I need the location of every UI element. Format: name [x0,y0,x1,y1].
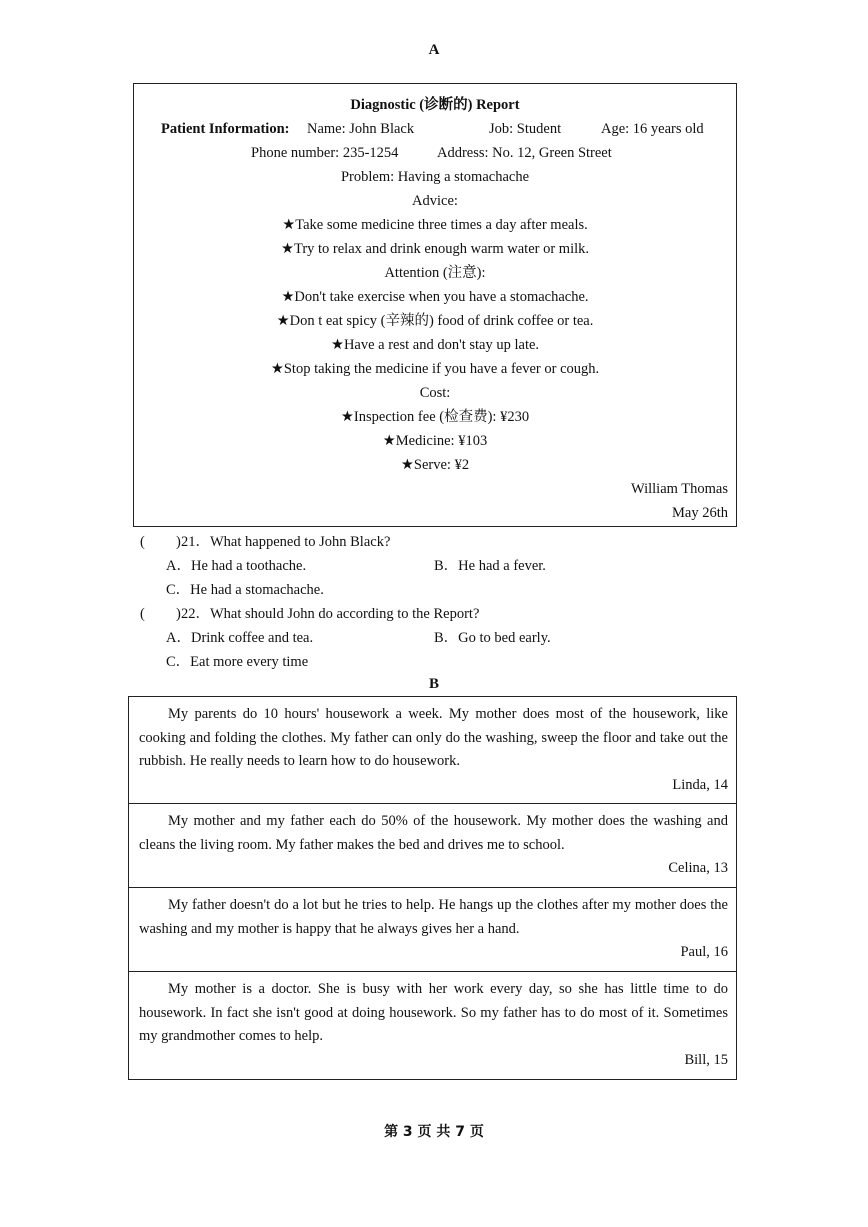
cost-item: ★Medicine: ¥103 [382,433,488,449]
contact-row [134,143,736,163]
patient-age: Age: 16 years old [601,121,704,137]
option-b: B．He had a fever. [434,558,546,574]
patient-address: Address: No. 12, Green Street [437,145,612,161]
option-a: A．He had a toothache. [166,558,307,574]
advice-item: ★Take some medicine three times a day after meals. [282,217,588,233]
housework-entry [128,696,737,804]
patient-job: Job: Student [489,121,562,137]
advice-heading: Advice: [412,193,458,209]
entry-signature: Linda, 14 [672,776,728,793]
answer-paren-open: ( [140,606,145,622]
option-a: A．Drink coffee and tea. [166,630,314,646]
attention-item: ★Don't take exercise when you have a stomachache. [281,289,589,305]
patient-info-row [134,119,736,139]
question-text: 21．What happened to John Black? [181,534,391,550]
entry-text: My mother is a doctor. She is busy with her work every day, so she has little time to do housework. In fact she isn't good at doing housework. So my father has to do most of it. Sometimes my grandmother comes to help. [139,981,728,1044]
entry-text: My mother and my father each do 50% of the housework. My mother does the washing and cleans the living room. My father makes the bed and drives me to school. [139,813,728,853]
cost-item: ★Serve: ¥2 [400,457,470,473]
entry-text: My father doesn't do a lot but he tries to help. He hangs up the clothes after my mother does the washing and my mother is happy that he always gives her a hand. [139,897,728,937]
housework-entry [128,887,737,972]
entry-signature: Celina, 13 [668,860,728,876]
report-date: May 26th [672,505,728,521]
option-c: C．Eat more every time [166,654,309,670]
patient-phone: Phone number: 235-1254 [251,145,399,161]
patient-name: Name: John Black [307,121,415,137]
report-title: Diagnostic (诊断的) Report [350,97,520,113]
question-text: 22．What should John do according to the Report? [181,606,480,622]
option-b: B．Go to bed early. [434,630,551,646]
patient-info-label: Patient Information: [161,121,290,137]
housework-entry [128,971,737,1080]
attention-item: ★Have a rest and don't stay up late. [330,337,540,353]
option-c: C．He had a stomachache. [166,582,324,598]
entry-signature: Bill, 15 [684,1051,728,1068]
section-b-letter: B [428,676,439,692]
section-a-letter: A [428,42,440,58]
report-signature: William Thomas [630,481,728,497]
answer-paren-close: ) [176,534,181,550]
housework-entry [128,803,737,888]
entry-text: My parents do 10 hours' housework a week. My mother does most of the housework, like cooking and folding the clothes. My father can only do the washing, sweep the floor and take out the rubbish. He really needs to learn how to do housework. [139,706,728,769]
attention-item: ★Don t eat spicy (辛辣的) food of drink coffee or tea. [276,313,594,329]
report-problem: Problem: Having a stomachache [340,169,530,185]
diagnostic-report [133,83,737,527]
attention-heading: Attention (注意): [384,265,486,281]
cost-item: ★Inspection fee (检查费): ¥230 [340,409,530,425]
attention-item: ★Stop taking the medicine if you have a fever or cough. [270,361,600,377]
advice-item: ★Try to relax and drink enough warm water or milk. [280,241,590,257]
page-footer: 第 3 页 共 7 页 [384,1124,484,1140]
answer-paren-close: ) [176,606,181,622]
cost-heading: Cost: [419,385,451,401]
answer-paren-open: ( [140,534,145,550]
entry-signature: Paul, 16 [680,944,728,960]
